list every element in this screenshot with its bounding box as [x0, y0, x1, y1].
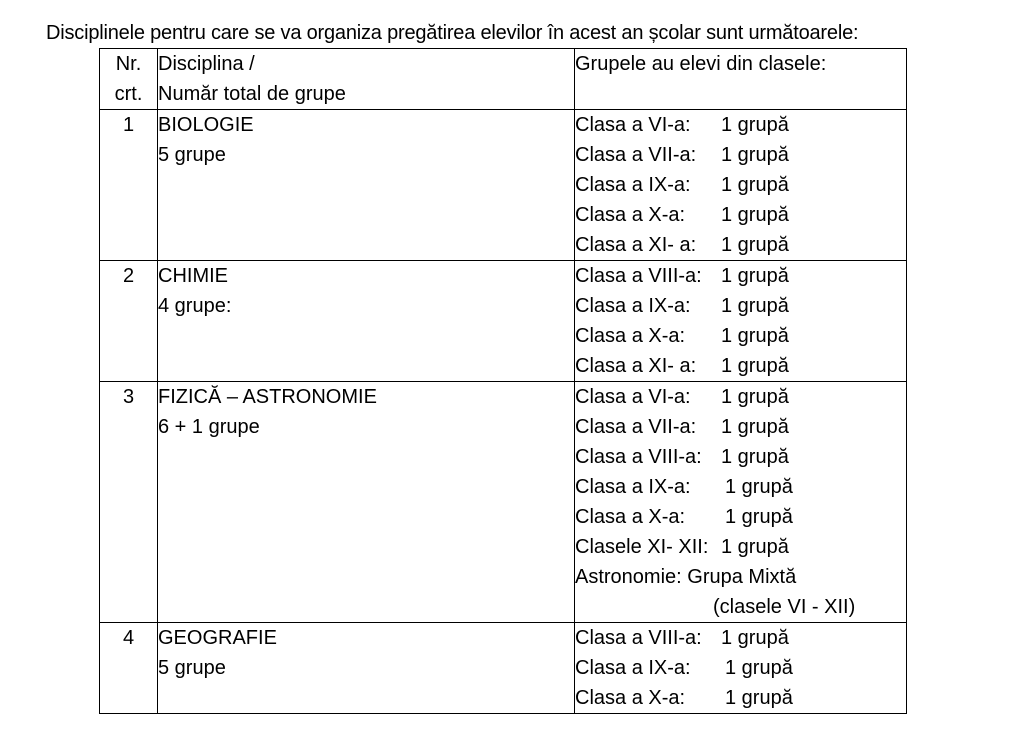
discipline-total: 5 grupe	[158, 657, 226, 679]
group-count: 1 grupă	[721, 446, 789, 468]
header-discipline-cell	[158, 49, 575, 110]
header-nr-line1: Nr.	[115, 53, 142, 75]
group-class: Clasa a IX-a:	[575, 295, 691, 317]
astronomy-classes	[575, 592, 906, 622]
discipline-name: BIOLOGIE	[158, 114, 254, 136]
row-groups-cell	[575, 110, 907, 261]
group-class: Clasa a X-a:	[575, 506, 686, 528]
table-header-row	[100, 49, 907, 110]
group-count: 1 grupă	[721, 234, 789, 256]
astronomy-entry	[575, 562, 906, 592]
group-entry	[575, 230, 906, 260]
header-discipline-line1: Disciplina /	[158, 53, 255, 75]
row-nr-cell	[100, 382, 158, 623]
group-class: Clasa a VII-a:	[575, 416, 697, 438]
astronomy-label: Astronomie: Grupa Mixtă	[575, 566, 797, 588]
group-class: Clasa a IX-a:	[575, 174, 691, 196]
group-count: 1 grupă	[721, 265, 789, 287]
table-row	[100, 261, 907, 382]
group-count: 1 grupă	[725, 657, 793, 679]
group-class: Clasa a VIII-a:	[575, 265, 702, 287]
group-count: 1 grupă	[721, 355, 789, 377]
group-entry	[575, 472, 906, 502]
group-count: 1 grupă	[721, 204, 789, 226]
group-entry	[575, 200, 906, 230]
table-row	[100, 110, 907, 261]
group-entry	[575, 351, 906, 381]
group-class: Clasele XI- XII:	[575, 536, 709, 558]
header-nr-cell	[100, 49, 158, 110]
group-entry	[575, 623, 906, 653]
group-entry	[575, 291, 906, 321]
group-count: 1 grupă	[721, 627, 789, 649]
group-count: 1 grupă	[725, 506, 793, 528]
row-nr-cell	[100, 261, 158, 382]
row-discipline-cell	[158, 623, 575, 714]
group-count: 1 grupă	[721, 295, 789, 317]
group-count: 1 grupă	[725, 476, 793, 498]
discipline-total: 6 + 1 grupe	[158, 416, 260, 438]
group-count: 1 grupă	[721, 174, 789, 196]
row-nr: 4	[122, 627, 135, 649]
header-nr-line2: crt.	[114, 83, 143, 105]
group-class: Clasa a IX-a:	[575, 657, 691, 679]
group-class: Clasa a VIII-a:	[575, 446, 702, 468]
row-groups-cell	[575, 261, 907, 382]
group-entry	[575, 321, 906, 351]
disciplines-table	[99, 48, 907, 714]
row-groups-cell	[575, 623, 907, 714]
row-groups-cell	[575, 382, 907, 623]
discipline-name: GEOGRAFIE	[158, 627, 277, 649]
group-entry	[575, 683, 906, 713]
group-entry	[575, 382, 906, 412]
header-groups-cell	[575, 49, 907, 110]
discipline-name: CHIMIE	[158, 265, 228, 287]
discipline-total: 4 grupe:	[158, 295, 232, 317]
group-entry	[575, 170, 906, 200]
row-nr: 3	[122, 386, 135, 408]
row-discipline-cell	[158, 382, 575, 623]
row-nr: 1	[122, 114, 135, 136]
group-count: 1 grupă	[721, 144, 789, 166]
group-entry	[575, 412, 906, 442]
group-class: Clasa a IX-a:	[575, 476, 691, 498]
group-class: Clasa a VIII-a:	[575, 627, 702, 649]
row-nr: 2	[122, 265, 135, 287]
group-class: Clasa a X-a:	[575, 687, 686, 709]
group-entry	[575, 502, 906, 532]
header-groups-label: Grupele au elevi din clasele:	[575, 53, 827, 75]
group-count: 1 grupă	[725, 687, 793, 709]
header-discipline-line2: Număr total de grupe	[158, 83, 346, 105]
group-class: Clasa a XI- a:	[575, 234, 697, 256]
group-entry	[575, 110, 906, 140]
group-count: 1 grupă	[721, 416, 789, 438]
group-class: Clasa a X-a:	[575, 325, 686, 347]
group-count: 1 grupă	[721, 536, 789, 558]
group-class: Clasa a X-a:	[575, 204, 686, 226]
group-entry	[575, 261, 906, 291]
group-entry	[575, 140, 906, 170]
intro-text: Disciplinele pentru care se va organiza pregătirea elevilor în acest an școlar sunt următoarele:	[46, 22, 859, 44]
group-count: 1 grupă	[721, 114, 789, 136]
group-entry	[575, 532, 906, 562]
table-row	[100, 623, 907, 714]
row-discipline-cell	[158, 261, 575, 382]
group-entry	[575, 653, 906, 683]
discipline-name: FIZICĂ – ASTRONOMIE	[158, 386, 377, 408]
group-class: Clasa a XI- a:	[575, 355, 697, 377]
row-nr-cell	[100, 110, 158, 261]
group-class: Clasa a VII-a:	[575, 144, 697, 166]
group-class: Clasa a VI-a:	[575, 114, 691, 136]
row-nr-cell	[100, 623, 158, 714]
discipline-total: 5 grupe	[158, 144, 226, 166]
group-count: 1 grupă	[721, 325, 789, 347]
table-row	[100, 382, 907, 623]
astronomy-classes-label: (clasele VI - XII)	[713, 596, 856, 618]
row-discipline-cell	[158, 110, 575, 261]
group-entry	[575, 442, 906, 472]
group-class: Clasa a VI-a:	[575, 386, 691, 408]
group-count: 1 grupă	[721, 386, 789, 408]
